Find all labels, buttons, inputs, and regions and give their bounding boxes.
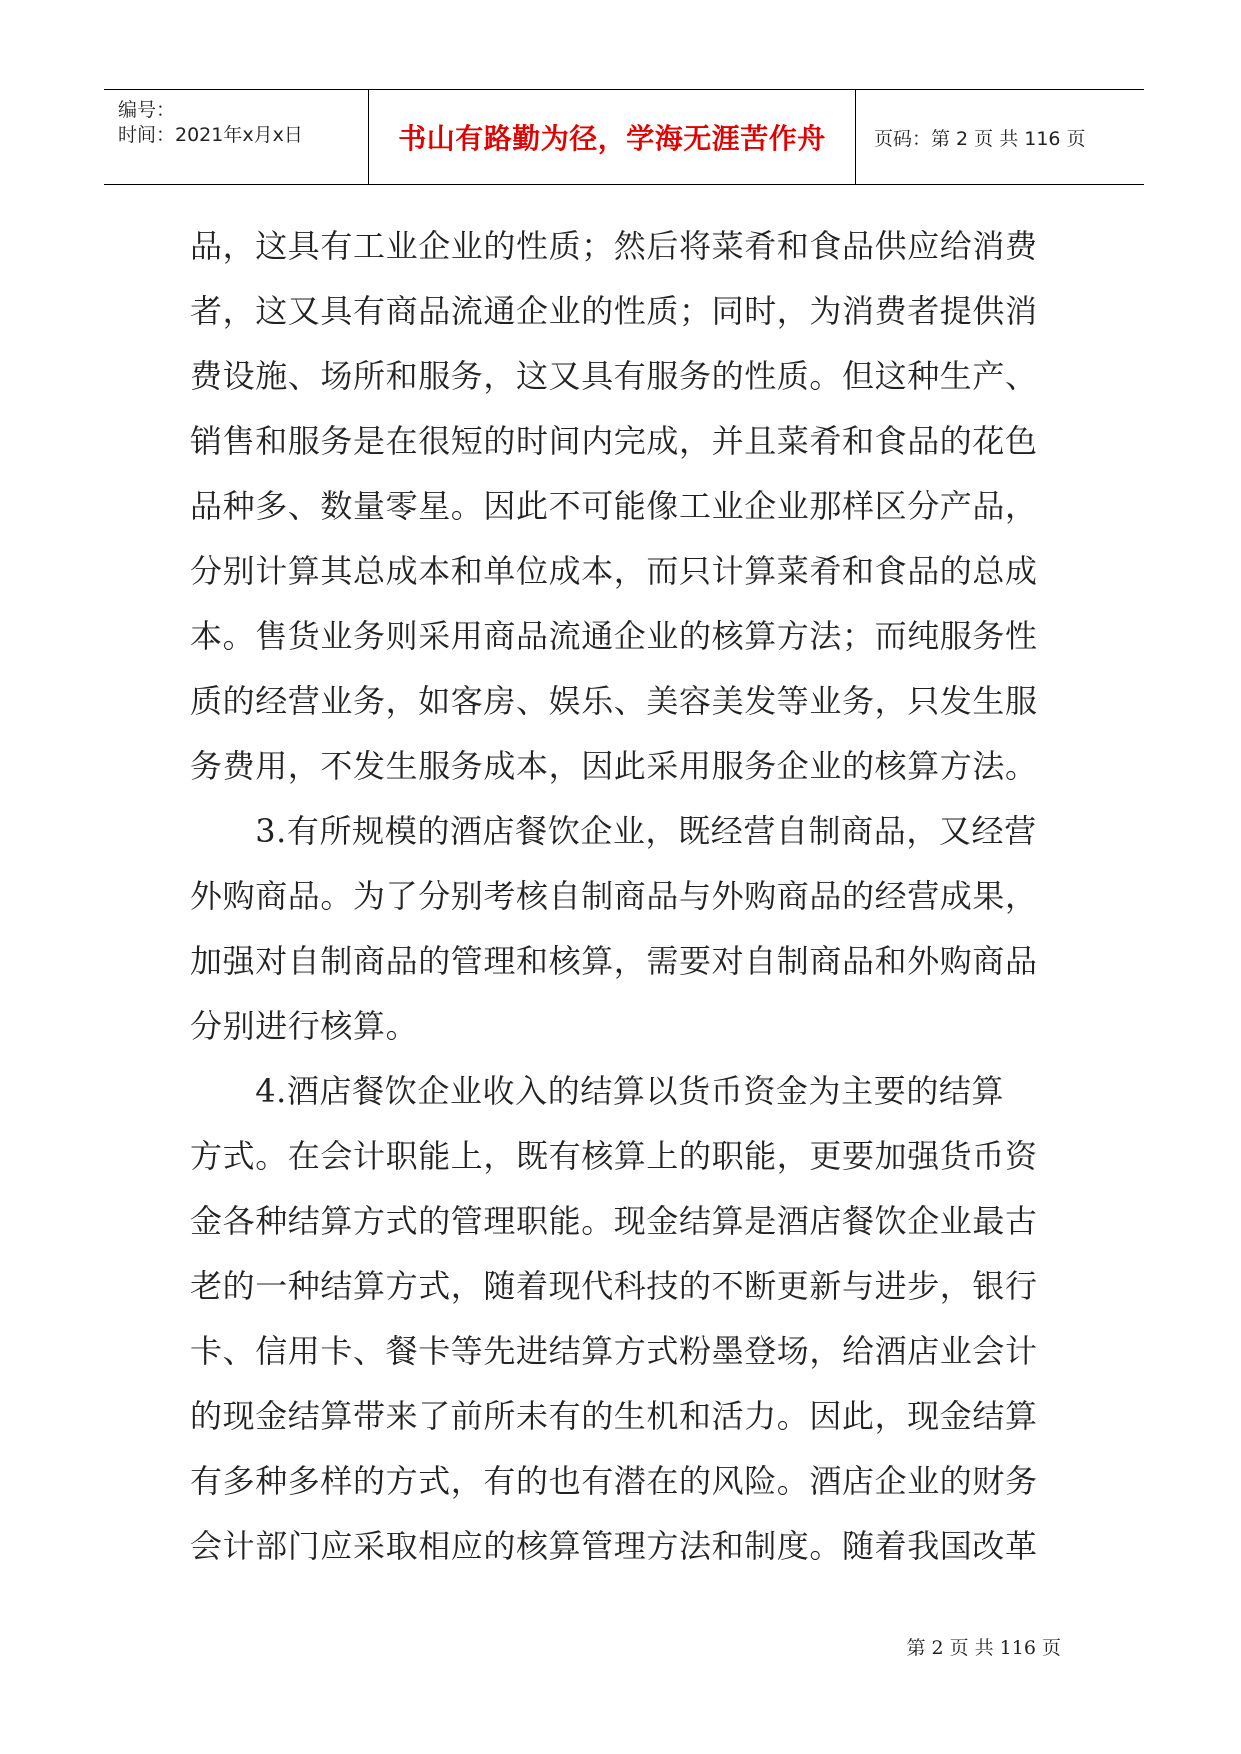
body-line: 费设施、场所和服务，这又具有服务的性质。但这种生产、	[190, 357, 1038, 395]
body-line: 销售和服务是在很短的时间内完成，并且菜肴和食品的花色	[190, 422, 1038, 460]
body-line: 3.有所规模的酒店餐饮企业，既经营自制商品，又经营	[190, 812, 1037, 850]
body-line: 分别计算其总成本和单位成本，而只计算菜肴和食品的总成	[190, 552, 1038, 590]
body-line: 质的经营业务，如客房、娱乐、美容美发等业务，只发生服	[190, 682, 1038, 720]
document-body	[190, 214, 1090, 1579]
body-line: 加强对自制商品的管理和核算，需要对自制商品和外购商品	[190, 942, 1038, 980]
body-line: 的现金结算带来了前所未有的生机和活力。因此，现金结算	[190, 1397, 1038, 1435]
body-line: 品，这具有工业企业的性质；然后将菜肴和食品供应给消费	[190, 227, 1038, 265]
body-line: 金各种结算方式的管理职能。现金结算是酒店餐饮企业最古	[190, 1202, 1038, 1240]
body-line: 分别进行核算。	[190, 1007, 419, 1045]
body-line: 4.酒店餐饮企业收入的结算以货币资金为主要的结算	[190, 1072, 1005, 1110]
document-number-label: 编号：	[118, 99, 176, 121]
body-line: 本。售货业务则采用商品流通企业的核算方法；而纯服务性	[190, 617, 1038, 655]
document-time-label: 时间：2021年x月x日	[118, 124, 303, 146]
body-line: 老的一种结算方式，随着现代科技的不断更新与进步，银行	[190, 1267, 1038, 1305]
body-line: 卡、信用卡、餐卡等先进结算方式粉墨登场，给酒店业会计	[190, 1332, 1038, 1370]
body-line: 方式。在会计职能上，既有核算上的职能，更要加强货币资	[190, 1137, 1038, 1175]
footer-page-number: 第 2 页 共 116 页	[906, 1637, 1061, 1659]
header-page-number: 页码：第 2 页 共 116 页	[874, 127, 1086, 150]
body-line: 外购商品。为了分别考核自制商品与外购商品的经营成果，	[190, 877, 1038, 915]
page-header	[104, 89, 1144, 185]
header-motto: 书山有路勤为径，学海无涯苦作舟	[368, 90, 856, 184]
header-meta	[104, 90, 368, 184]
body-line: 者，这又具有商品流通企业的性质；同时，为消费者提供消	[190, 292, 1038, 330]
body-line: 品种多、数量零星。因此不可能像工业企业那样区分产品，	[190, 487, 1038, 525]
body-line: 会计部门应采取相应的核算管理方法和制度。随着我国改革	[190, 1527, 1038, 1565]
body-line: 务费用，不发生服务成本，因此采用服务企业的核算方法。	[190, 747, 1038, 785]
body-line: 有多种多样的方式，有的也有潜在的风险。酒店企业的财务	[190, 1462, 1038, 1500]
